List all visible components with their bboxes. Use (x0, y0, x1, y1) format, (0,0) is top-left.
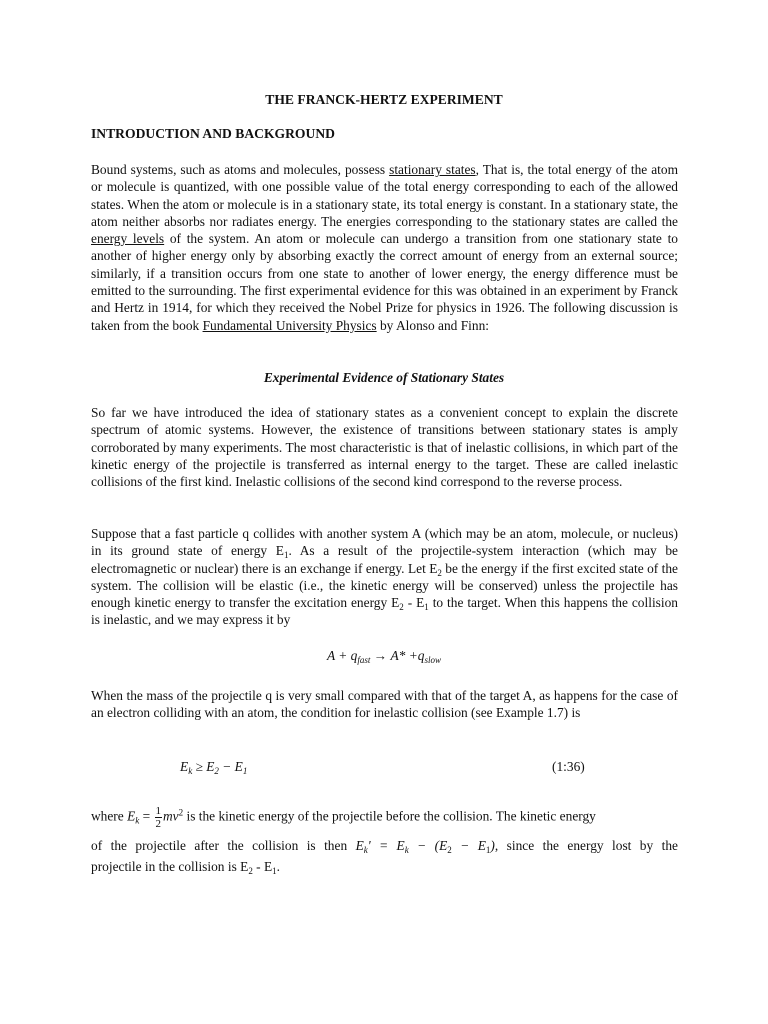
intro-text-3: of the system. An atom or molecule can undergo a transition from one stationary state to another of higher energy only by absorbing exactly the correct amount of energy from an external source; similarly, if a transition occurs from one state to another of lower energy, the energy difference must be emitted to the surrounding. The first experimental evidence for this was obtained in an experiment by Franck and Hertz in 1914, for which they received the Nobel Prize for physics in 1926. The following discussion is taken from the book (91, 231, 678, 333)
subsection-heading: Experimental Evidence of Stationary States (263, 370, 505, 385)
collision-text-4: - E (403, 595, 425, 611)
equation-part: = (139, 808, 154, 824)
energy-lost-text: . (276, 859, 281, 874)
subscript: 1 (283, 550, 289, 561)
equation-part: − E (218, 759, 243, 774)
subscript: 1 (272, 866, 277, 876)
equation-part: A + q (327, 648, 358, 663)
collision-text-1: Suppose that a fast particle q collides with another system A (which may be an atom, molecule, or nucleus) in its ground state of energy E (91, 526, 678, 559)
subscript: 1 (485, 845, 491, 855)
subscript: k (135, 815, 140, 826)
intro-text-2: , That is, the total energy of the atom or molecule is quantized, with one possible value of the total energy corresponding to each of the allowed states. When the atom or molecule is in a stationary state, its total energy is constant. In a stationary state, the atom neither absorbs nor radiates energy. The energies corresponding to the stationary states are called the (91, 162, 678, 229)
intro-text-4: by Alonso and Finn: (376, 317, 489, 333)
equation-part: ' = E (367, 838, 405, 853)
equation-part: ) (490, 838, 495, 853)
energy-lost-text: projectile in the collision is E (91, 859, 249, 874)
equation-part: − E (451, 838, 486, 853)
collision-text-3: be the energy if the first excited state of the system. The collision will be elastic (i.e., the kinetic energy will be conserved) unless the projectile has enough kinetic energy to transfer the excitation energy E (91, 560, 678, 611)
energy-lost-text: , since the energy lost by the (494, 838, 678, 853)
energy-after-text: of the projectile after the collision is then (91, 838, 356, 853)
book-title: Fundamental University Physics (202, 317, 377, 333)
intro-text-1: Bound systems, such as atoms and molecules, possess (91, 162, 390, 177)
where-text: where (91, 808, 128, 824)
fraction-denominator: 2 (155, 818, 161, 830)
document-title: THE FRANCK-HERTZ EXPERIMENT (265, 92, 503, 107)
superscript: 2 (178, 807, 184, 818)
kinetic-energy-line (91, 805, 678, 830)
equation-number: (1:36) (552, 759, 585, 774)
subscript: 2 (248, 866, 253, 876)
equation-part: ≥ E (192, 759, 215, 774)
reaction-equation (0, 647, 768, 664)
subscript: 1 (242, 766, 248, 776)
intro-paragraph (91, 161, 678, 334)
collision-text-5: to the target. When this happens the collision is inelastic, and we may express it by (91, 595, 678, 628)
equation-part: A* +q (390, 648, 425, 663)
subscript: 2 (399, 602, 404, 613)
energy-lost-line (91, 858, 678, 875)
arrow-icon: → (370, 648, 391, 663)
stationary-states-term: stationary states (389, 162, 476, 177)
paragraph-mass-condition: When the mass of the projectile q is very small compared with that of the target A, as happens for the case of an electron colliding with an atom, the condition for inelastic collision (see Example 1.7) is (91, 688, 678, 721)
equation-part: E (127, 808, 136, 824)
fraction (155, 805, 163, 830)
equation-part: mv (163, 808, 179, 824)
paragraph-stationary-evidence: So far we have introduced the idea of stationary states as a convenient concept to explain the discrete spectrum of atomic systems. However, the existence of transitions between stationary states is amply corroborated by many experiments. The most characteristic is that of inelastic collisions, in which part of the kinetic energy of the projectile is transferred as internal energy to the target. These are called inelastic collisions of the first kind. Inelastic collisions of the second kind correspond to the reverse process. (91, 405, 678, 490)
subscript: fast (357, 655, 371, 665)
inequality-equation (180, 758, 247, 775)
collision-text-2: . As a result of the projectile-system interaction (which may be electromagnetic or nuclear) there is an exchange if energy. Let E (91, 543, 679, 576)
equation-part: − (E (408, 838, 448, 853)
energy-lost-text: - E (252, 859, 273, 874)
subscript: k (188, 766, 193, 776)
fraction-numerator: 1 (155, 805, 161, 817)
subscript: 2 (214, 766, 219, 776)
paragraph-collision (91, 525, 678, 629)
subscript: k (363, 845, 368, 855)
subscript: slow (424, 655, 441, 665)
subscript: k (404, 845, 409, 855)
subscript: 1 (424, 602, 429, 613)
equation-part: E (355, 838, 364, 853)
energy-levels-term: energy levels (91, 231, 165, 247)
energy-after-line (91, 837, 678, 854)
section-heading: INTRODUCTION AND BACKGROUND (91, 126, 335, 141)
kinetic-energy-text: is the kinetic energy of the projectile before the collision. The kinetic energy (183, 808, 596, 824)
equation-part: E (180, 759, 189, 774)
subscript: 2 (447, 845, 452, 855)
subscript: 2 (437, 567, 442, 578)
